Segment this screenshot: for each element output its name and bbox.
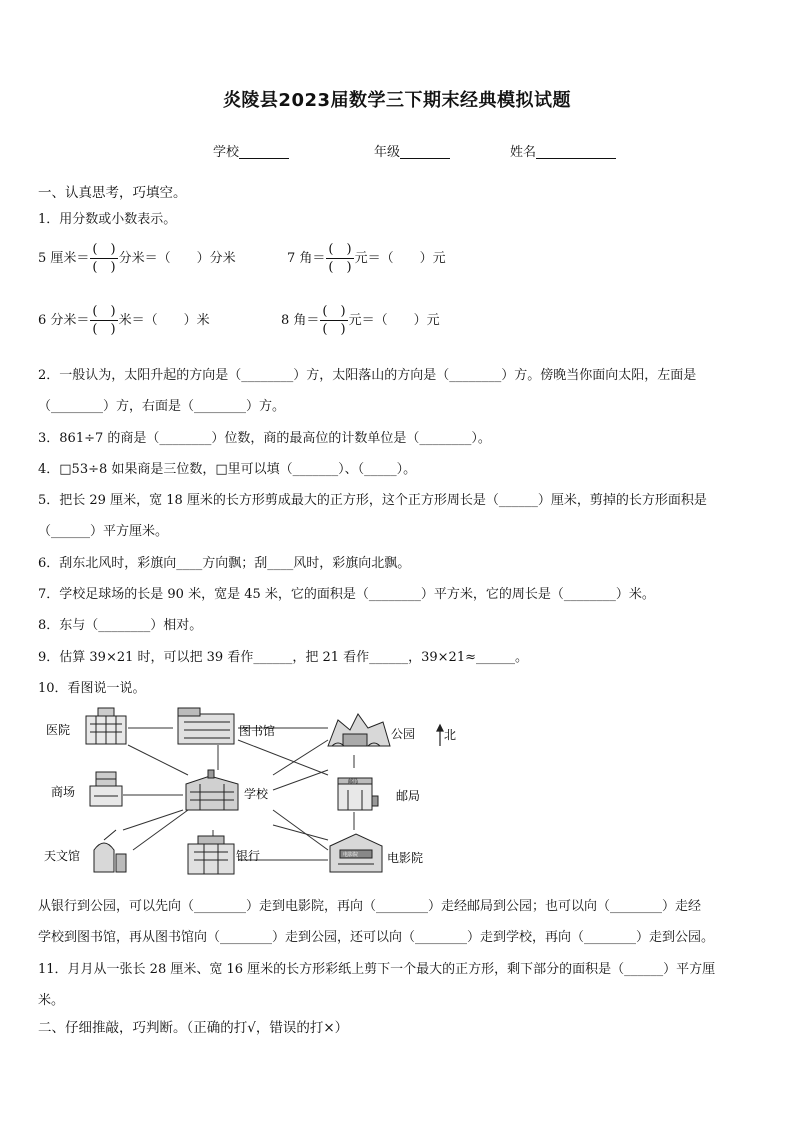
school-icon [186,770,238,810]
question-9: 9．估算 39×21 时，可以把 39 看作______，把 21 看作______，39×21≈______。 [38,650,528,665]
question-2-line-2: （________）方，右面是（________）方。 [38,399,286,414]
observatory-label: 天文馆 [44,849,81,863]
question-1d: 8 角＝ $\frac{( )}{( )}$ 元＝（ ）元 [281,304,440,337]
question-3: 3．861÷7 的商是（________）位数，商的最高位的计数单位是（________）。 [38,431,491,446]
question-1a: 5 厘米＝ $\frac{( )}{( )}$ 分米＝（ ）分米 [38,242,236,275]
question-10-line-2: 学校到图书馆，再从图书馆向（________）走到公园，还可以向（________）走到学校，再向（________）走到公园。 [38,930,715,945]
question-8: 8．东与（________）相对。 [38,618,203,633]
fraction-blank[interactable]: $\frac{( )}{( )}$ [92,304,116,337]
north-label: 北 [444,728,457,742]
hospital-label: 医院 [46,723,71,737]
question-7: 7．学校足球场的长是 90 米，宽是 45 米，它的面积是（________）平方米，它的周长是（________）米。 [38,587,655,602]
park-label: 公园 [391,727,416,741]
question-10-stem: 10．看图说一说。 [38,681,146,696]
school-label: 学校 [244,787,269,801]
bank-icon [188,836,234,874]
library-icon [178,708,234,744]
north-arrow-icon [437,725,443,746]
park-icon [328,714,390,746]
section-2-heading: 二、仔细推敲，巧判断。（正确的打√，错误的打×） [38,1020,349,1036]
question-1c: 6 分米＝ $\frac{( )}{( )}$ 米＝（ ）米 [38,304,210,337]
question-10-line-1: 从银行到公园，可以先向（________）走到电影院，再向（________）走经邮局到公园；也可以向（________）走经 [38,899,702,914]
name-field [510,141,616,160]
question-5-line-2: （______）平方厘米。 [38,524,169,539]
post-office-label: 邮局 [396,789,421,803]
school-label: 学校 [213,145,240,160]
hospital-icon [86,708,126,744]
fraction-blank[interactable]: $\frac{( )}{( )}$ [92,242,116,275]
mall-label: 商场 [51,785,76,799]
library-label: 图书馆 [239,724,276,738]
grade-field [374,141,450,160]
school-field [213,141,289,160]
question-4: 4．□53÷8 如果商是三位数，□里可以填（_______）、（_____）。 [38,462,417,477]
fraction-blank[interactable]: $\frac{( )}{( )}$ [322,304,346,337]
question-11-line-1: 11．月月从一张长 28 厘米、宽 16 厘米的长方形彩纸上剪下一个最大的正方形，剩下部分的面积是（______）平方厘 [38,962,716,977]
question-6: 6．刮东北风时，彩旗向____方向飘；刮____风时，彩旗向北飘。 [38,556,411,571]
fraction-blank[interactable]: $\frac{( )}{( )}$ [328,242,352,275]
cinema-sign: 电影院 [343,852,359,858]
question-5-line-1: 5．把长 29 厘米，宽 18 厘米的长方形剪成最大的正方形，这个正方形周长是（______）厘米，剪掉的长方形面积是 [38,493,707,508]
question-2-line-1: 2．一般认为，太阳升起的方向是（________）方，太阳落山的方向是（________）方。傍晚当你面向太阳，左面是 [38,368,697,383]
mall-icon [90,772,122,806]
bank-label: 银行 [236,849,261,863]
question-11-line-2: 米。 [38,993,65,1008]
cinema-label: 电影院 [387,851,424,865]
location-map [38,700,478,890]
page-title: 炎陵县2023届数学三下期末经典模拟试题 [222,90,572,111]
post-office-sign: 邮局 [348,779,359,785]
name-label: 姓名 [510,145,537,160]
question-1-stem: 1．用分数或小数表示。 [38,212,177,227]
grade-label: 年级 [374,145,401,160]
section-1-heading: 一、认真思考，巧填空。 [38,185,187,201]
school-blank[interactable] [239,144,289,159]
observatory-icon [94,830,126,872]
name-blank[interactable] [536,144,616,159]
question-1b: 7 角＝ $\frac{( )}{( )}$ 元＝（ ）元 [287,242,446,275]
grade-blank[interactable] [400,144,450,159]
